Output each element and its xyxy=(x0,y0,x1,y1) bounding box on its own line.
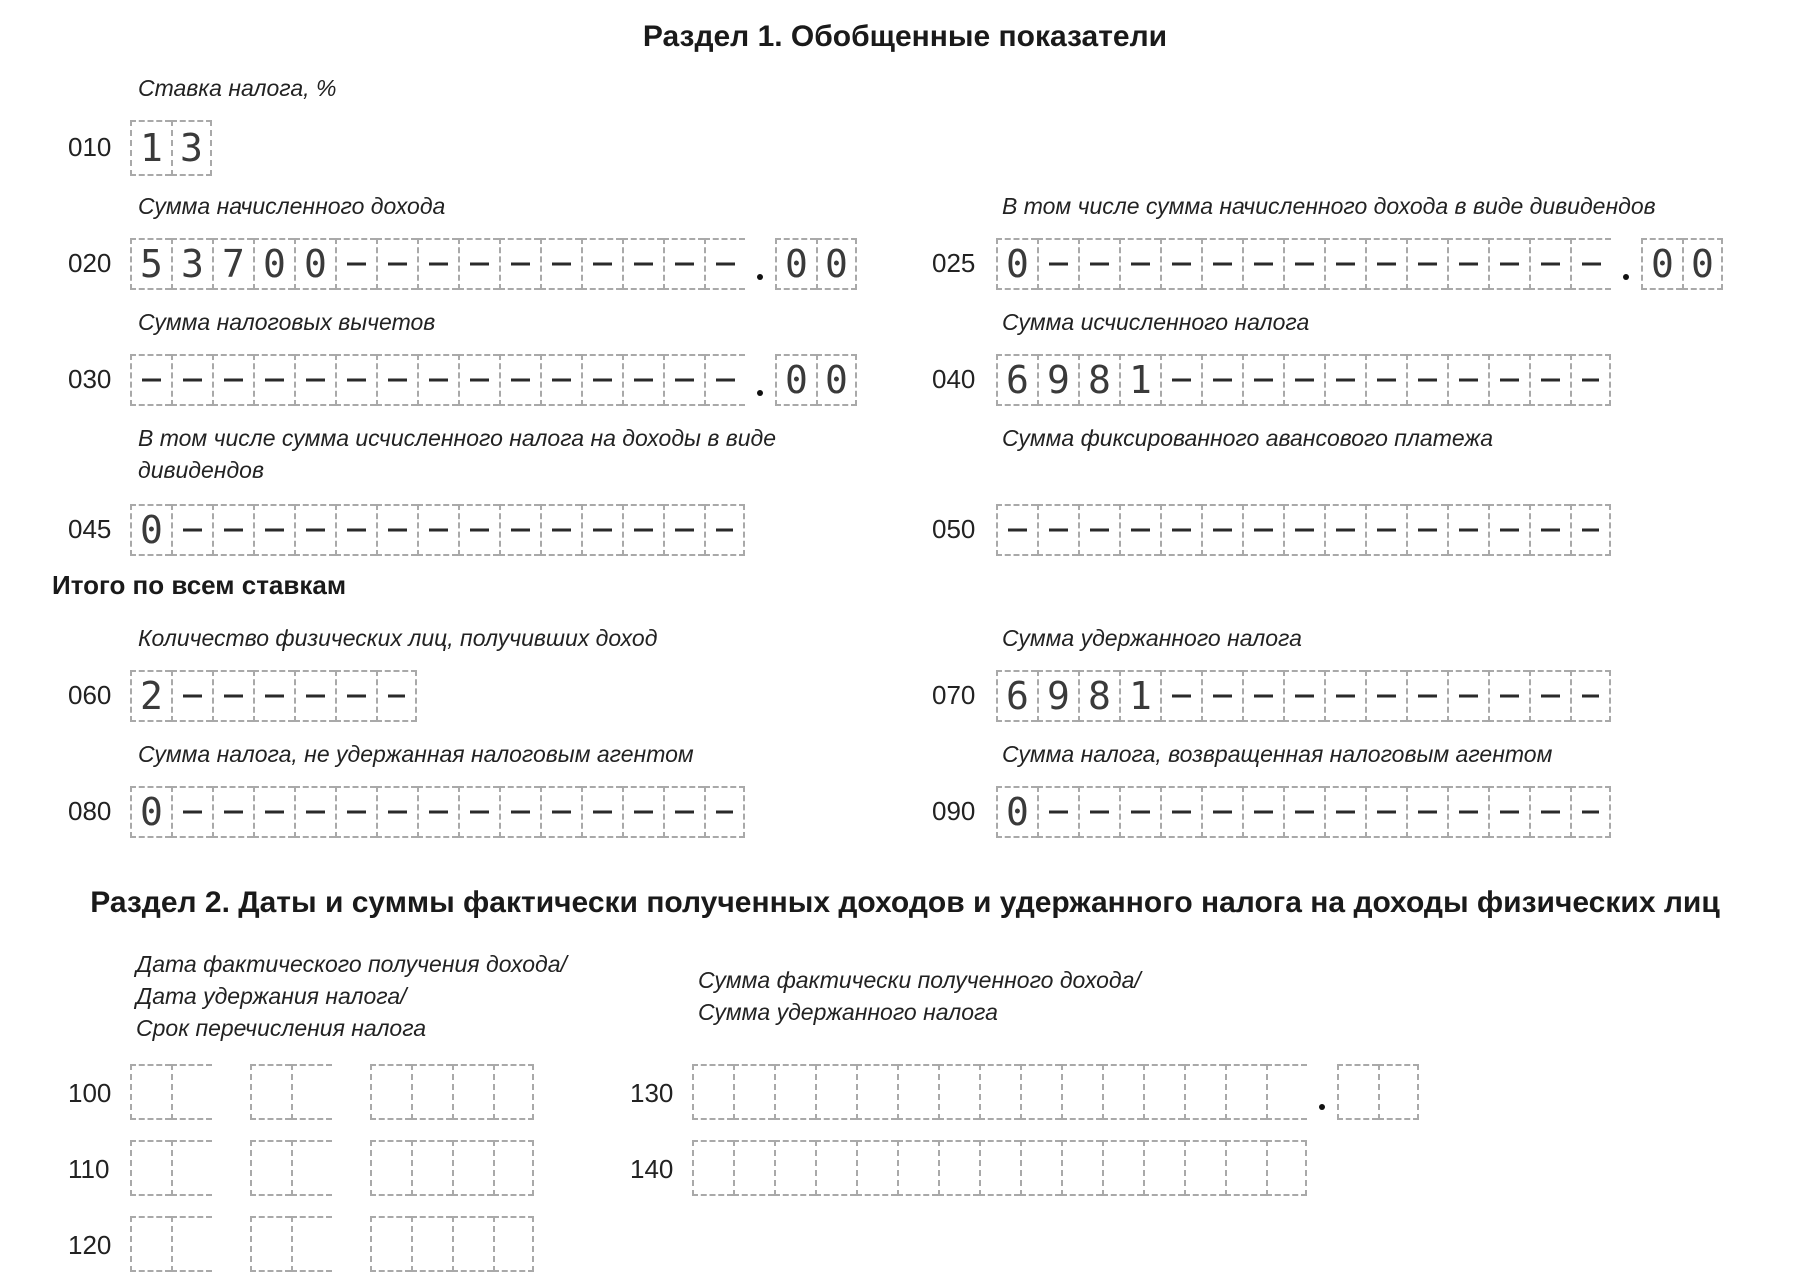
form-cell xyxy=(1201,504,1242,556)
form-cell xyxy=(499,238,540,290)
dates-label-line2: Дата удержания налога/ xyxy=(136,983,407,1009)
form-cell xyxy=(1447,504,1488,556)
form-cell xyxy=(1242,504,1283,556)
decimal-point xyxy=(1307,1064,1337,1120)
field-090-label: Сумма налога, возвращенная налоговым агентом xyxy=(1002,741,1553,767)
date-cell xyxy=(171,1140,212,1196)
field-120-date[interactable] xyxy=(130,1216,534,1272)
form-cell xyxy=(1283,670,1324,722)
date-cell xyxy=(291,1140,332,1196)
form-cell xyxy=(1406,504,1447,556)
form-cell xyxy=(733,1140,774,1196)
form-cell xyxy=(1201,354,1242,406)
dates-label-line1: Дата фактического получения дохода/ xyxy=(136,951,567,977)
form-cell xyxy=(856,1140,897,1196)
field-025-code: 025 xyxy=(932,248,976,278)
field-020-label: Сумма начисленного дохода xyxy=(138,193,446,219)
form-cell xyxy=(1143,1140,1184,1196)
form-cell: 0 xyxy=(816,354,857,406)
form-cell xyxy=(212,670,253,722)
form-cell xyxy=(1529,786,1570,838)
form-cell: 1 xyxy=(1119,354,1160,406)
form-cell xyxy=(1529,238,1570,290)
field-100-code: 100 xyxy=(68,1078,112,1108)
form-cell: 0 xyxy=(130,504,171,556)
form-cell xyxy=(294,504,335,556)
field-010-input[interactable] xyxy=(130,120,212,176)
field-040-label: Сумма исчисленного налога xyxy=(1002,309,1310,335)
field-140-sum[interactable] xyxy=(692,1140,1307,1196)
sums-label-line1: Сумма фактически полученного дохода/ xyxy=(698,967,1141,993)
field-030-code: 030 xyxy=(68,364,112,394)
form-cell xyxy=(581,354,622,406)
field-130-sum[interactable] xyxy=(692,1064,1419,1120)
form-cell xyxy=(376,670,417,722)
form-cell xyxy=(1529,670,1570,722)
field-030-label: Сумма налоговых вычетов xyxy=(138,309,436,335)
field-010-code: 010 xyxy=(68,132,112,162)
form-cell xyxy=(1242,238,1283,290)
form-cell: 3 xyxy=(171,120,212,176)
form-cell xyxy=(1119,238,1160,290)
date-gap xyxy=(212,1140,250,1196)
form-cell xyxy=(774,1064,815,1120)
field-025-input[interactable] xyxy=(996,238,1723,290)
field-100-date[interactable] xyxy=(130,1064,534,1120)
form-cell xyxy=(212,504,253,556)
date-gap xyxy=(332,1216,370,1272)
form-cell xyxy=(499,504,540,556)
date-cell xyxy=(493,1064,534,1120)
form-cell: 0 xyxy=(294,238,335,290)
form-cell xyxy=(335,670,376,722)
form-cell xyxy=(1160,670,1201,722)
date-gap xyxy=(212,1064,250,1120)
totals-title: Итого по всем ставкам xyxy=(52,570,347,600)
form-cell xyxy=(581,786,622,838)
form-cell: 6 xyxy=(996,670,1037,722)
form-cell xyxy=(1283,786,1324,838)
form-cell xyxy=(1225,1064,1266,1120)
date-cell xyxy=(130,1140,171,1196)
form-cell: 9 xyxy=(1037,354,1078,406)
field-060-label: Количество физических лиц, получивших доход xyxy=(138,625,658,651)
form-cell xyxy=(130,354,171,406)
decimal-point xyxy=(1611,238,1641,290)
field-050-code: 050 xyxy=(932,514,976,544)
date-cell xyxy=(250,1140,291,1196)
form-cell xyxy=(499,354,540,406)
field-050-input[interactable] xyxy=(996,504,1611,556)
form-cell xyxy=(1447,354,1488,406)
form-cell xyxy=(458,504,499,556)
field-040-code: 040 xyxy=(932,364,976,394)
form-cell xyxy=(663,238,704,290)
form-cell xyxy=(1020,1140,1061,1196)
form-cell xyxy=(1324,670,1365,722)
form-cell: 6 xyxy=(996,354,1037,406)
form-cell xyxy=(979,1064,1020,1120)
form-cell: 0 xyxy=(253,238,294,290)
form-cell xyxy=(1160,354,1201,406)
form-cell xyxy=(335,786,376,838)
date-cell xyxy=(250,1216,291,1272)
dates-label-line3: Срок перечисления налога xyxy=(136,1015,427,1041)
form-cell xyxy=(1037,786,1078,838)
form-cell xyxy=(622,504,663,556)
form-cell xyxy=(1201,670,1242,722)
section-1-title: Раздел 1. Обобщенные показатели xyxy=(642,20,1168,53)
form-cell xyxy=(1160,786,1201,838)
form-cell xyxy=(1283,504,1324,556)
date-cell xyxy=(370,1216,411,1272)
form-cell xyxy=(171,670,212,722)
date-gap xyxy=(332,1140,370,1196)
field-090-code: 090 xyxy=(932,796,976,826)
date-cell xyxy=(452,1064,493,1120)
form-cell xyxy=(1337,1064,1378,1120)
field-080-input[interactable] xyxy=(130,786,745,838)
form-cell xyxy=(1078,504,1119,556)
field-130-code: 130 xyxy=(630,1078,674,1108)
form-cell: 8 xyxy=(1078,670,1119,722)
date-cell xyxy=(291,1216,332,1272)
form-cell xyxy=(458,354,499,406)
date-cell xyxy=(411,1140,452,1196)
form-cell xyxy=(1037,238,1078,290)
date-cell xyxy=(411,1064,452,1120)
field-110-code: 110 xyxy=(68,1154,110,1184)
form-cell xyxy=(1266,1140,1307,1196)
date-cell xyxy=(452,1216,493,1272)
date-cell xyxy=(493,1140,534,1196)
form-cell xyxy=(774,1140,815,1196)
form-cell: 8 xyxy=(1078,354,1119,406)
form-cell xyxy=(335,504,376,556)
form-cell xyxy=(1365,670,1406,722)
date-cell xyxy=(250,1064,291,1120)
form-cell xyxy=(1160,504,1201,556)
form-cell: 2 xyxy=(130,670,171,722)
field-090-input[interactable] xyxy=(996,786,1611,838)
field-045-code: 045 xyxy=(68,514,112,544)
field-070-code: 070 xyxy=(932,680,976,710)
date-gap xyxy=(212,1216,250,1272)
date-cell xyxy=(370,1064,411,1120)
form-cell: 1 xyxy=(130,120,171,176)
form-cell xyxy=(1283,354,1324,406)
form-cell: 3 xyxy=(171,238,212,290)
form-cell xyxy=(1242,670,1283,722)
date-cell xyxy=(171,1216,212,1272)
form-cell xyxy=(1447,670,1488,722)
form-cell xyxy=(815,1140,856,1196)
form-cell xyxy=(1447,786,1488,838)
form-cell xyxy=(540,238,581,290)
field-140-code: 140 xyxy=(630,1154,674,1184)
form-cell xyxy=(1570,670,1611,722)
date-cell xyxy=(370,1140,411,1196)
date-cell xyxy=(452,1140,493,1196)
form-cell xyxy=(1570,504,1611,556)
field-025-label: В том числе сумма начисленного дохода в виде дивидендов xyxy=(1002,193,1656,219)
form-cell xyxy=(417,504,458,556)
form-cell xyxy=(1324,238,1365,290)
form-cell xyxy=(540,504,581,556)
form-cell xyxy=(581,238,622,290)
field-110-date[interactable] xyxy=(130,1140,534,1196)
form-cell xyxy=(1488,504,1529,556)
form-cell xyxy=(1570,786,1611,838)
form-cell xyxy=(253,670,294,722)
field-020-input[interactable] xyxy=(130,238,857,290)
form-cell xyxy=(294,354,335,406)
section-2-title: Раздел 2. Даты и суммы фактически полученных доходов и удержанного налога на доходы физических лиц xyxy=(90,886,1720,919)
form-cell xyxy=(1365,354,1406,406)
form-cell xyxy=(663,504,704,556)
form-cell xyxy=(897,1064,938,1120)
form-cell xyxy=(1119,786,1160,838)
form-cell xyxy=(417,354,458,406)
form-cell xyxy=(938,1140,979,1196)
form-cell xyxy=(1324,354,1365,406)
form-cell xyxy=(1570,354,1611,406)
form-cell xyxy=(212,786,253,838)
field-045-input[interactable] xyxy=(130,504,745,556)
form-cell: 7 xyxy=(212,238,253,290)
date-gap xyxy=(332,1064,370,1120)
form-cell xyxy=(417,238,458,290)
form-cell xyxy=(1447,238,1488,290)
form-cell xyxy=(171,786,212,838)
form-cell xyxy=(733,1064,774,1120)
form-cell xyxy=(663,354,704,406)
form-cell xyxy=(1365,504,1406,556)
form-cell xyxy=(1488,670,1529,722)
form-cell xyxy=(856,1064,897,1120)
form-cell xyxy=(1078,238,1119,290)
form-cell xyxy=(294,670,335,722)
form-cell xyxy=(294,786,335,838)
form-cell: 0 xyxy=(996,786,1037,838)
form-cell xyxy=(1365,786,1406,838)
form-cell xyxy=(704,786,745,838)
form-cell xyxy=(1242,786,1283,838)
form-cell: 0 xyxy=(1682,238,1723,290)
field-010-label: Ставка налога, % xyxy=(138,75,337,101)
form-cell xyxy=(692,1140,733,1196)
form-cell xyxy=(1242,354,1283,406)
form-cell xyxy=(1488,238,1529,290)
date-cell xyxy=(493,1216,534,1272)
form-cell xyxy=(704,238,745,290)
field-070-label: Сумма удержанного налога xyxy=(1002,625,1302,651)
form-cell xyxy=(897,1140,938,1196)
form-cell xyxy=(979,1140,1020,1196)
form-cell xyxy=(212,354,253,406)
field-045-label-line1: В том числе сумма исчисленного налога на доходы в виде xyxy=(138,425,777,451)
form-cell xyxy=(1184,1140,1225,1196)
field-030-input[interactable] xyxy=(130,354,857,406)
date-cell xyxy=(411,1216,452,1272)
form-cell xyxy=(1061,1064,1102,1120)
form-cell xyxy=(692,1064,733,1120)
form-cell xyxy=(1324,786,1365,838)
form-cell xyxy=(1324,504,1365,556)
field-060-input[interactable] xyxy=(130,670,417,722)
form-cell xyxy=(171,504,212,556)
form-cell xyxy=(1283,238,1324,290)
form-cell: 0 xyxy=(1641,238,1682,290)
form-cell xyxy=(1406,786,1447,838)
form-cell xyxy=(253,354,294,406)
form-cell xyxy=(581,504,622,556)
form-cell xyxy=(1184,1064,1225,1120)
form-cell xyxy=(1119,504,1160,556)
form-cell xyxy=(1406,354,1447,406)
form-cell xyxy=(622,786,663,838)
form-cell xyxy=(622,354,663,406)
form-cell xyxy=(171,354,212,406)
form-cell xyxy=(376,786,417,838)
form-cell xyxy=(1488,354,1529,406)
form-cell xyxy=(376,238,417,290)
field-040-input[interactable] xyxy=(996,354,1611,406)
form-cell xyxy=(1143,1064,1184,1120)
field-080-code: 080 xyxy=(68,796,112,826)
date-cell xyxy=(171,1064,212,1120)
form-cell xyxy=(253,504,294,556)
form-cell xyxy=(1529,504,1570,556)
form-cell xyxy=(417,786,458,838)
form-cell xyxy=(376,354,417,406)
field-050-label: Сумма фиксированного авансового платежа xyxy=(1002,425,1494,451)
form-cell: 0 xyxy=(816,238,857,290)
form-cell xyxy=(1037,504,1078,556)
field-080-label: Сумма налога, не удержанная налоговым агентом xyxy=(138,741,694,767)
sums-label-line2: Сумма удержанного налога xyxy=(698,999,998,1025)
form-cell xyxy=(663,786,704,838)
date-cell xyxy=(130,1064,171,1120)
decimal-point xyxy=(745,354,775,406)
form-cell xyxy=(815,1064,856,1120)
form-cell: 0 xyxy=(130,786,171,838)
form-cell xyxy=(540,354,581,406)
form-cell: 9 xyxy=(1037,670,1078,722)
form-cell xyxy=(1201,786,1242,838)
form-cell: 1 xyxy=(1119,670,1160,722)
form-cell: 0 xyxy=(775,354,816,406)
form-cell xyxy=(1102,1064,1143,1120)
field-120-code: 120 xyxy=(68,1230,112,1260)
form-cell xyxy=(1061,1140,1102,1196)
form-cell xyxy=(1078,786,1119,838)
form-cell: 0 xyxy=(996,238,1037,290)
form-cell xyxy=(1529,354,1570,406)
form-cell: 0 xyxy=(775,238,816,290)
form-cell xyxy=(1201,238,1242,290)
decimal-point xyxy=(745,238,775,290)
form-cell xyxy=(335,354,376,406)
form-cell xyxy=(704,504,745,556)
field-045-label-line2: дивидендов xyxy=(138,457,264,483)
form-cell xyxy=(1225,1140,1266,1196)
form-cell xyxy=(1406,238,1447,290)
date-cell xyxy=(130,1216,171,1272)
form-cell xyxy=(540,786,581,838)
form-cell xyxy=(376,504,417,556)
form-cell xyxy=(499,786,540,838)
form-cell: 5 xyxy=(130,238,171,290)
form-cell xyxy=(622,238,663,290)
form-cell xyxy=(458,786,499,838)
form-cell xyxy=(1160,238,1201,290)
field-020-code: 020 xyxy=(68,248,112,278)
date-cell xyxy=(291,1064,332,1120)
form-cell xyxy=(1488,786,1529,838)
form-cell xyxy=(1378,1064,1419,1120)
form-cell xyxy=(1570,238,1611,290)
form-cell xyxy=(1102,1140,1143,1196)
form-cell xyxy=(1020,1064,1061,1120)
form-cell xyxy=(938,1064,979,1120)
form-cell xyxy=(1406,670,1447,722)
form-cell xyxy=(1365,238,1406,290)
field-070-input[interactable] xyxy=(996,670,1611,722)
form-cell xyxy=(458,238,499,290)
form-cell xyxy=(704,354,745,406)
form-cell xyxy=(1266,1064,1307,1120)
form-cell xyxy=(253,786,294,838)
form-cell xyxy=(335,238,376,290)
field-060-code: 060 xyxy=(68,680,112,710)
form-cell xyxy=(996,504,1037,556)
